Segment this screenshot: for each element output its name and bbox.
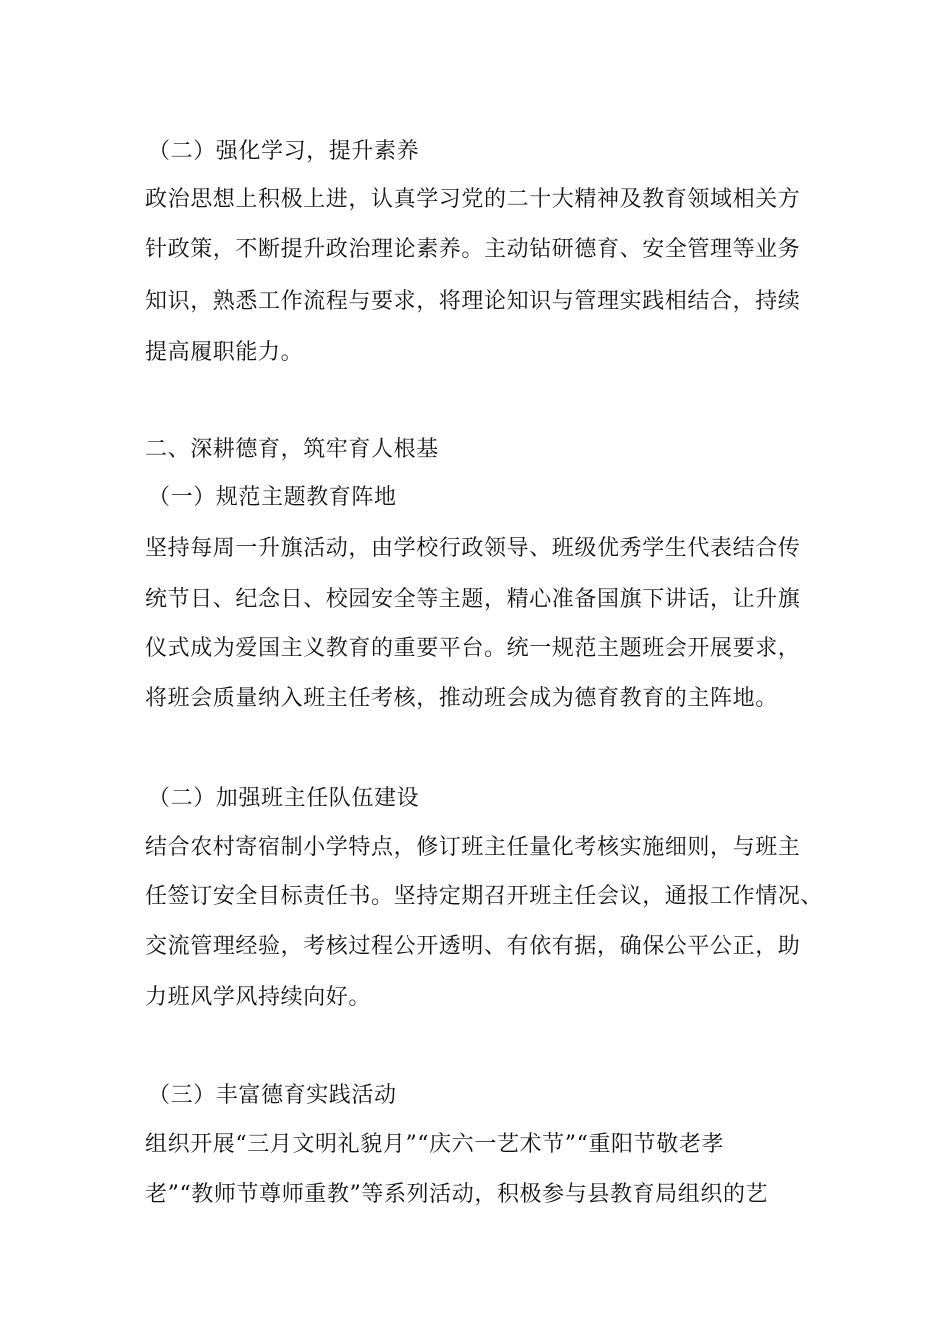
subsection-heading: （二）强化学习，提升素养 bbox=[148, 139, 420, 164]
paragraph-line: 提高履职能力。 bbox=[145, 340, 304, 365]
paragraph-line: 组织开展“三月文明礼貌月”“庆六一艺术节”“重阳节敬老孝 bbox=[145, 1132, 725, 1157]
paragraph-line: 交流管理经验，考核过程公开透明、有依有据，确保公平公正，助 bbox=[145, 934, 801, 959]
paragraph-line: 坚持每周一升旗活动，由学校行政领导、班级优秀学生代表结合传 bbox=[145, 536, 801, 561]
subsection-heading: （三）丰富德育实践活动 bbox=[148, 1083, 397, 1108]
paragraph-line: 力班风学风持续向好。 bbox=[145, 985, 372, 1010]
paragraph-line: 仪式成为爱国主义教育的重要平台。统一规范主题班会开展要求， bbox=[145, 636, 801, 661]
paragraph-line: 针政策，不断提升政治理论素养。主动钻研德育、安全管理等业务 bbox=[145, 237, 801, 262]
paragraph-line: 任签订安全目标责任书。坚持定期召开班主任会议，通报工作情况、 bbox=[145, 884, 824, 909]
paragraph-line: 将班会质量纳入班主任考核，推动班会成为德育教育的主阵地。 bbox=[145, 686, 778, 711]
subsection-heading: （二）加强班主任队伍建设 bbox=[148, 786, 420, 811]
paragraph-line: 政治思想上积极上进，认真学习党的二十大精神及教育领域相关方 bbox=[145, 187, 801, 212]
paragraph-line: 结合农村寄宿制小学特点，修订班主任量化考核实施细则，与班主 bbox=[145, 835, 801, 860]
paragraph-line: 统节日、纪念日、校园安全等主题，精心准备国旗下讲话，让升旗 bbox=[145, 587, 801, 612]
subsection-heading: （一）规范主题教育阵地 bbox=[148, 485, 397, 510]
paragraph-line: 老”“教师节尊师重教”等系列活动，积极参与县教育局组织的艺 bbox=[145, 1182, 769, 1207]
section-heading: 二、深耕德育，筑牢育人根基 bbox=[145, 437, 439, 462]
paragraph-line: 知识，熟悉工作流程与要求，将理论知识与管理实践相结合，持续 bbox=[145, 289, 801, 314]
